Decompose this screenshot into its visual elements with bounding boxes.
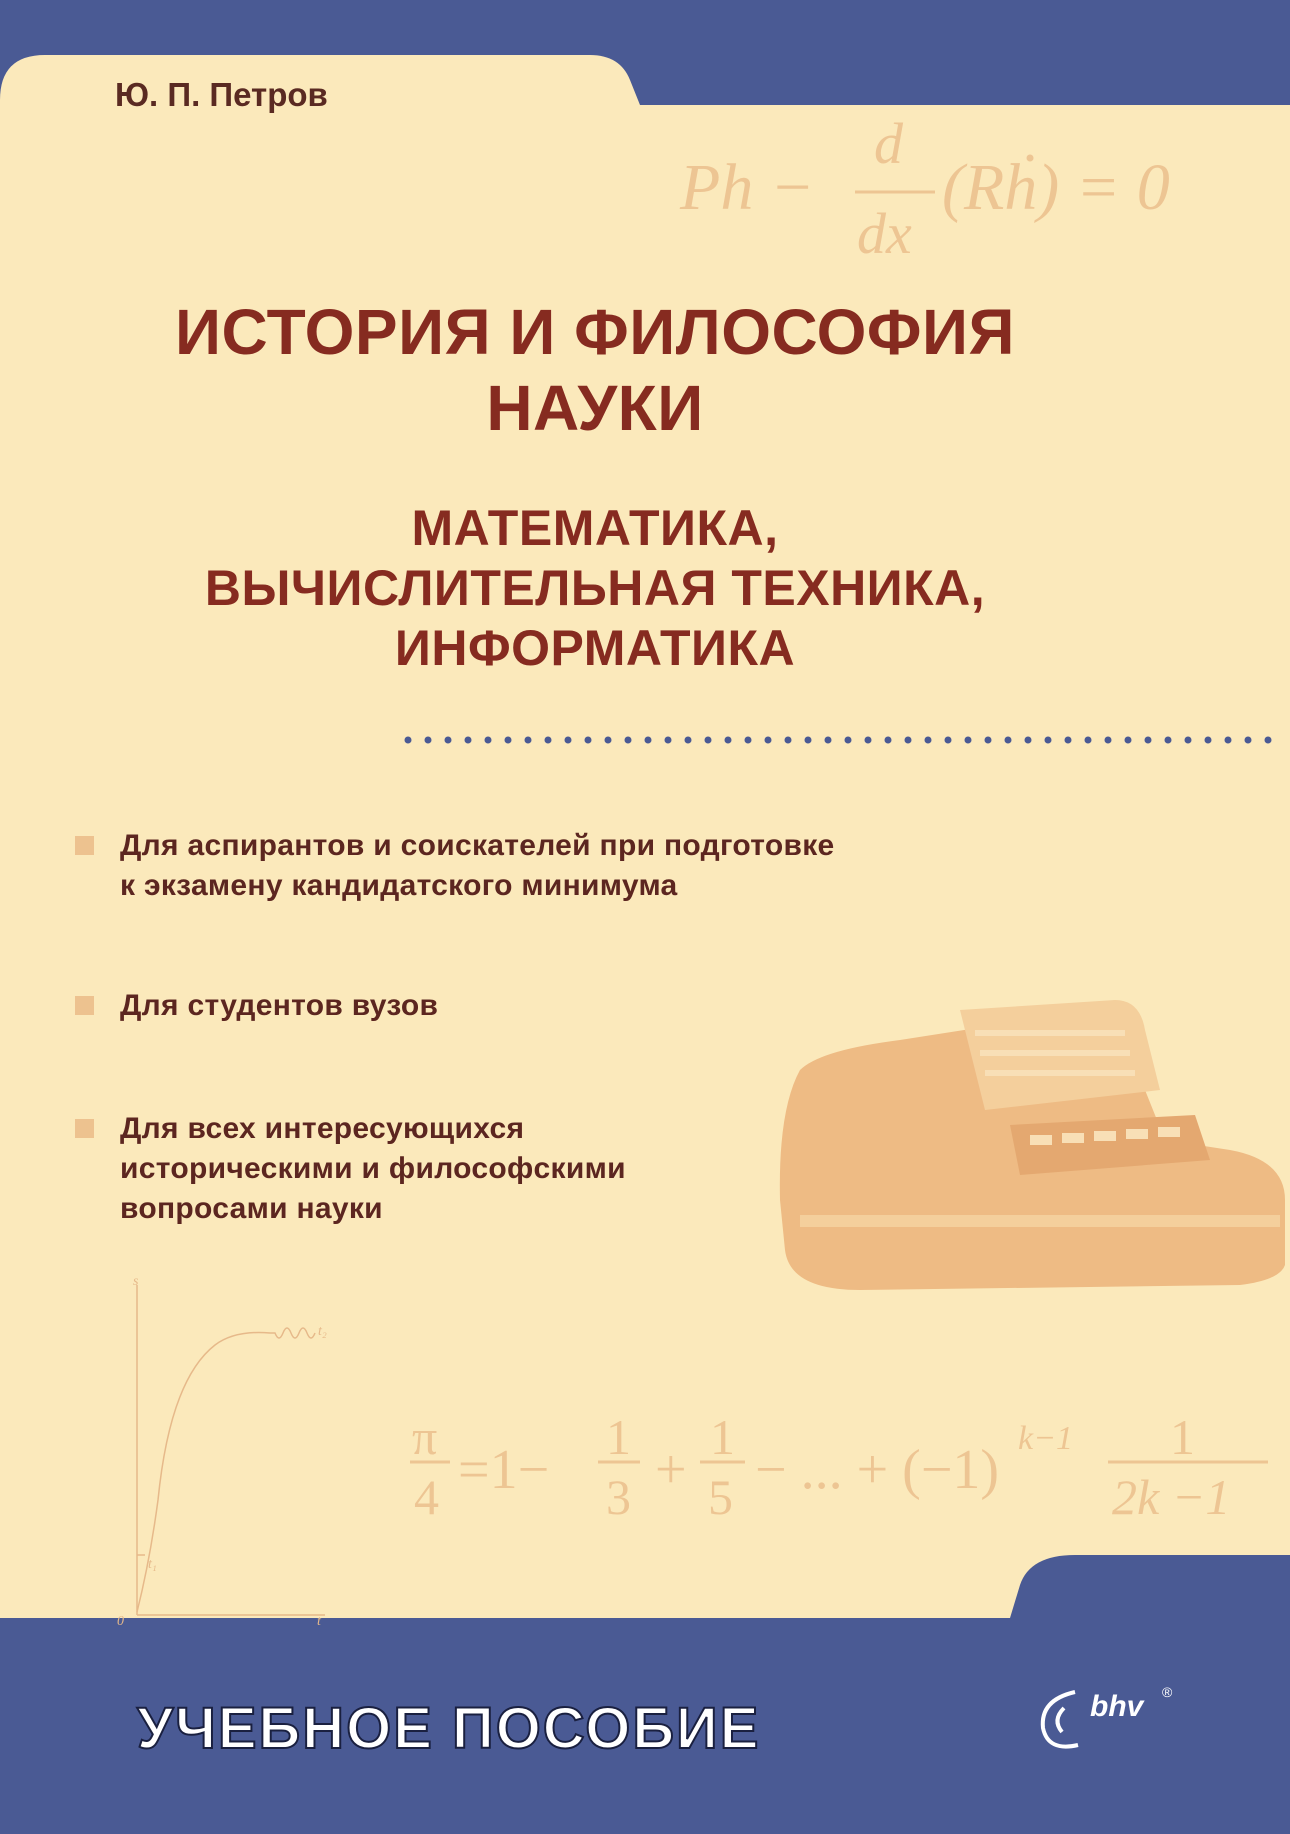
book-title-line-2: НАУКИ — [486, 372, 704, 444]
list-item-line: Для всех интересующихся — [120, 1112, 525, 1145]
formula-eq-one-minus: =1− — [458, 1439, 550, 1501]
book-subtitle — [20, 500, 1170, 683]
graph-y-label: s — [133, 1274, 139, 1289]
bullet-square-icon — [75, 1119, 94, 1138]
book-subtitle-line-1: МАТЕМАТИКА, — [411, 500, 779, 556]
bullet-square-icon — [75, 836, 94, 855]
formula-top-left: Ph − — [680, 151, 815, 224]
formula-one-b: 1 — [710, 1409, 735, 1465]
book-type-label — [137, 1695, 760, 1762]
formula-top-right: (Rḣ) = 0 — [942, 151, 1170, 224]
book-subtitle-line-3: ИНФОРМАТИКА — [394, 620, 796, 676]
graph-t2-label: t₂ — [318, 1324, 327, 1339]
formula-three: 3 — [606, 1469, 631, 1525]
list-item-line: к экзамену кандидатского минимума — [120, 869, 678, 902]
formula-pi: π — [412, 1409, 438, 1465]
formula-five: 5 — [708, 1469, 733, 1525]
formula-denominator: 2k −1 — [1112, 1469, 1231, 1525]
book-title — [20, 296, 1170, 452]
graph-t1-label: t₁ — [148, 1557, 157, 1572]
formula-series: − ... + (−1) — [755, 1439, 1000, 1501]
book-title-line-1: ИСТОРИЯ И ФИЛОСОФИЯ — [175, 296, 1015, 368]
book-type-text: УЧЕБНОЕ ПОСОБИЕ — [137, 1696, 761, 1761]
list-item-line: Для студентов вузов — [120, 989, 439, 1022]
list-item-line: Для аспирантов и соискателей при подготовке — [120, 829, 835, 862]
bullet-square-icon — [75, 996, 94, 1015]
formula-one-a: 1 — [606, 1409, 631, 1465]
formula-one-c: 1 — [1170, 1409, 1195, 1465]
formula-top-denominator: dx — [857, 201, 912, 266]
publisher-name: bhv — [1090, 1690, 1144, 1723]
formula-four: 4 — [414, 1469, 439, 1525]
formula-plus: + — [655, 1439, 687, 1501]
list-item-line: вопросами науки — [120, 1192, 383, 1225]
list-item-line: историческими и философскими — [120, 1152, 626, 1185]
book-subtitle-line-2: ВЫЧИСЛИТЕЛЬНАЯ ТЕХНИКА, — [204, 560, 986, 616]
graph-x-label: t — [317, 1614, 321, 1629]
graph-origin-label: 0 — [117, 1614, 124, 1629]
formula-exponent: k−1 — [1018, 1420, 1074, 1457]
formula-top-numerator: d — [874, 111, 903, 176]
registered-mark: ® — [1162, 1684, 1173, 1700]
author-name: Ю. П. Петров — [115, 76, 328, 113]
